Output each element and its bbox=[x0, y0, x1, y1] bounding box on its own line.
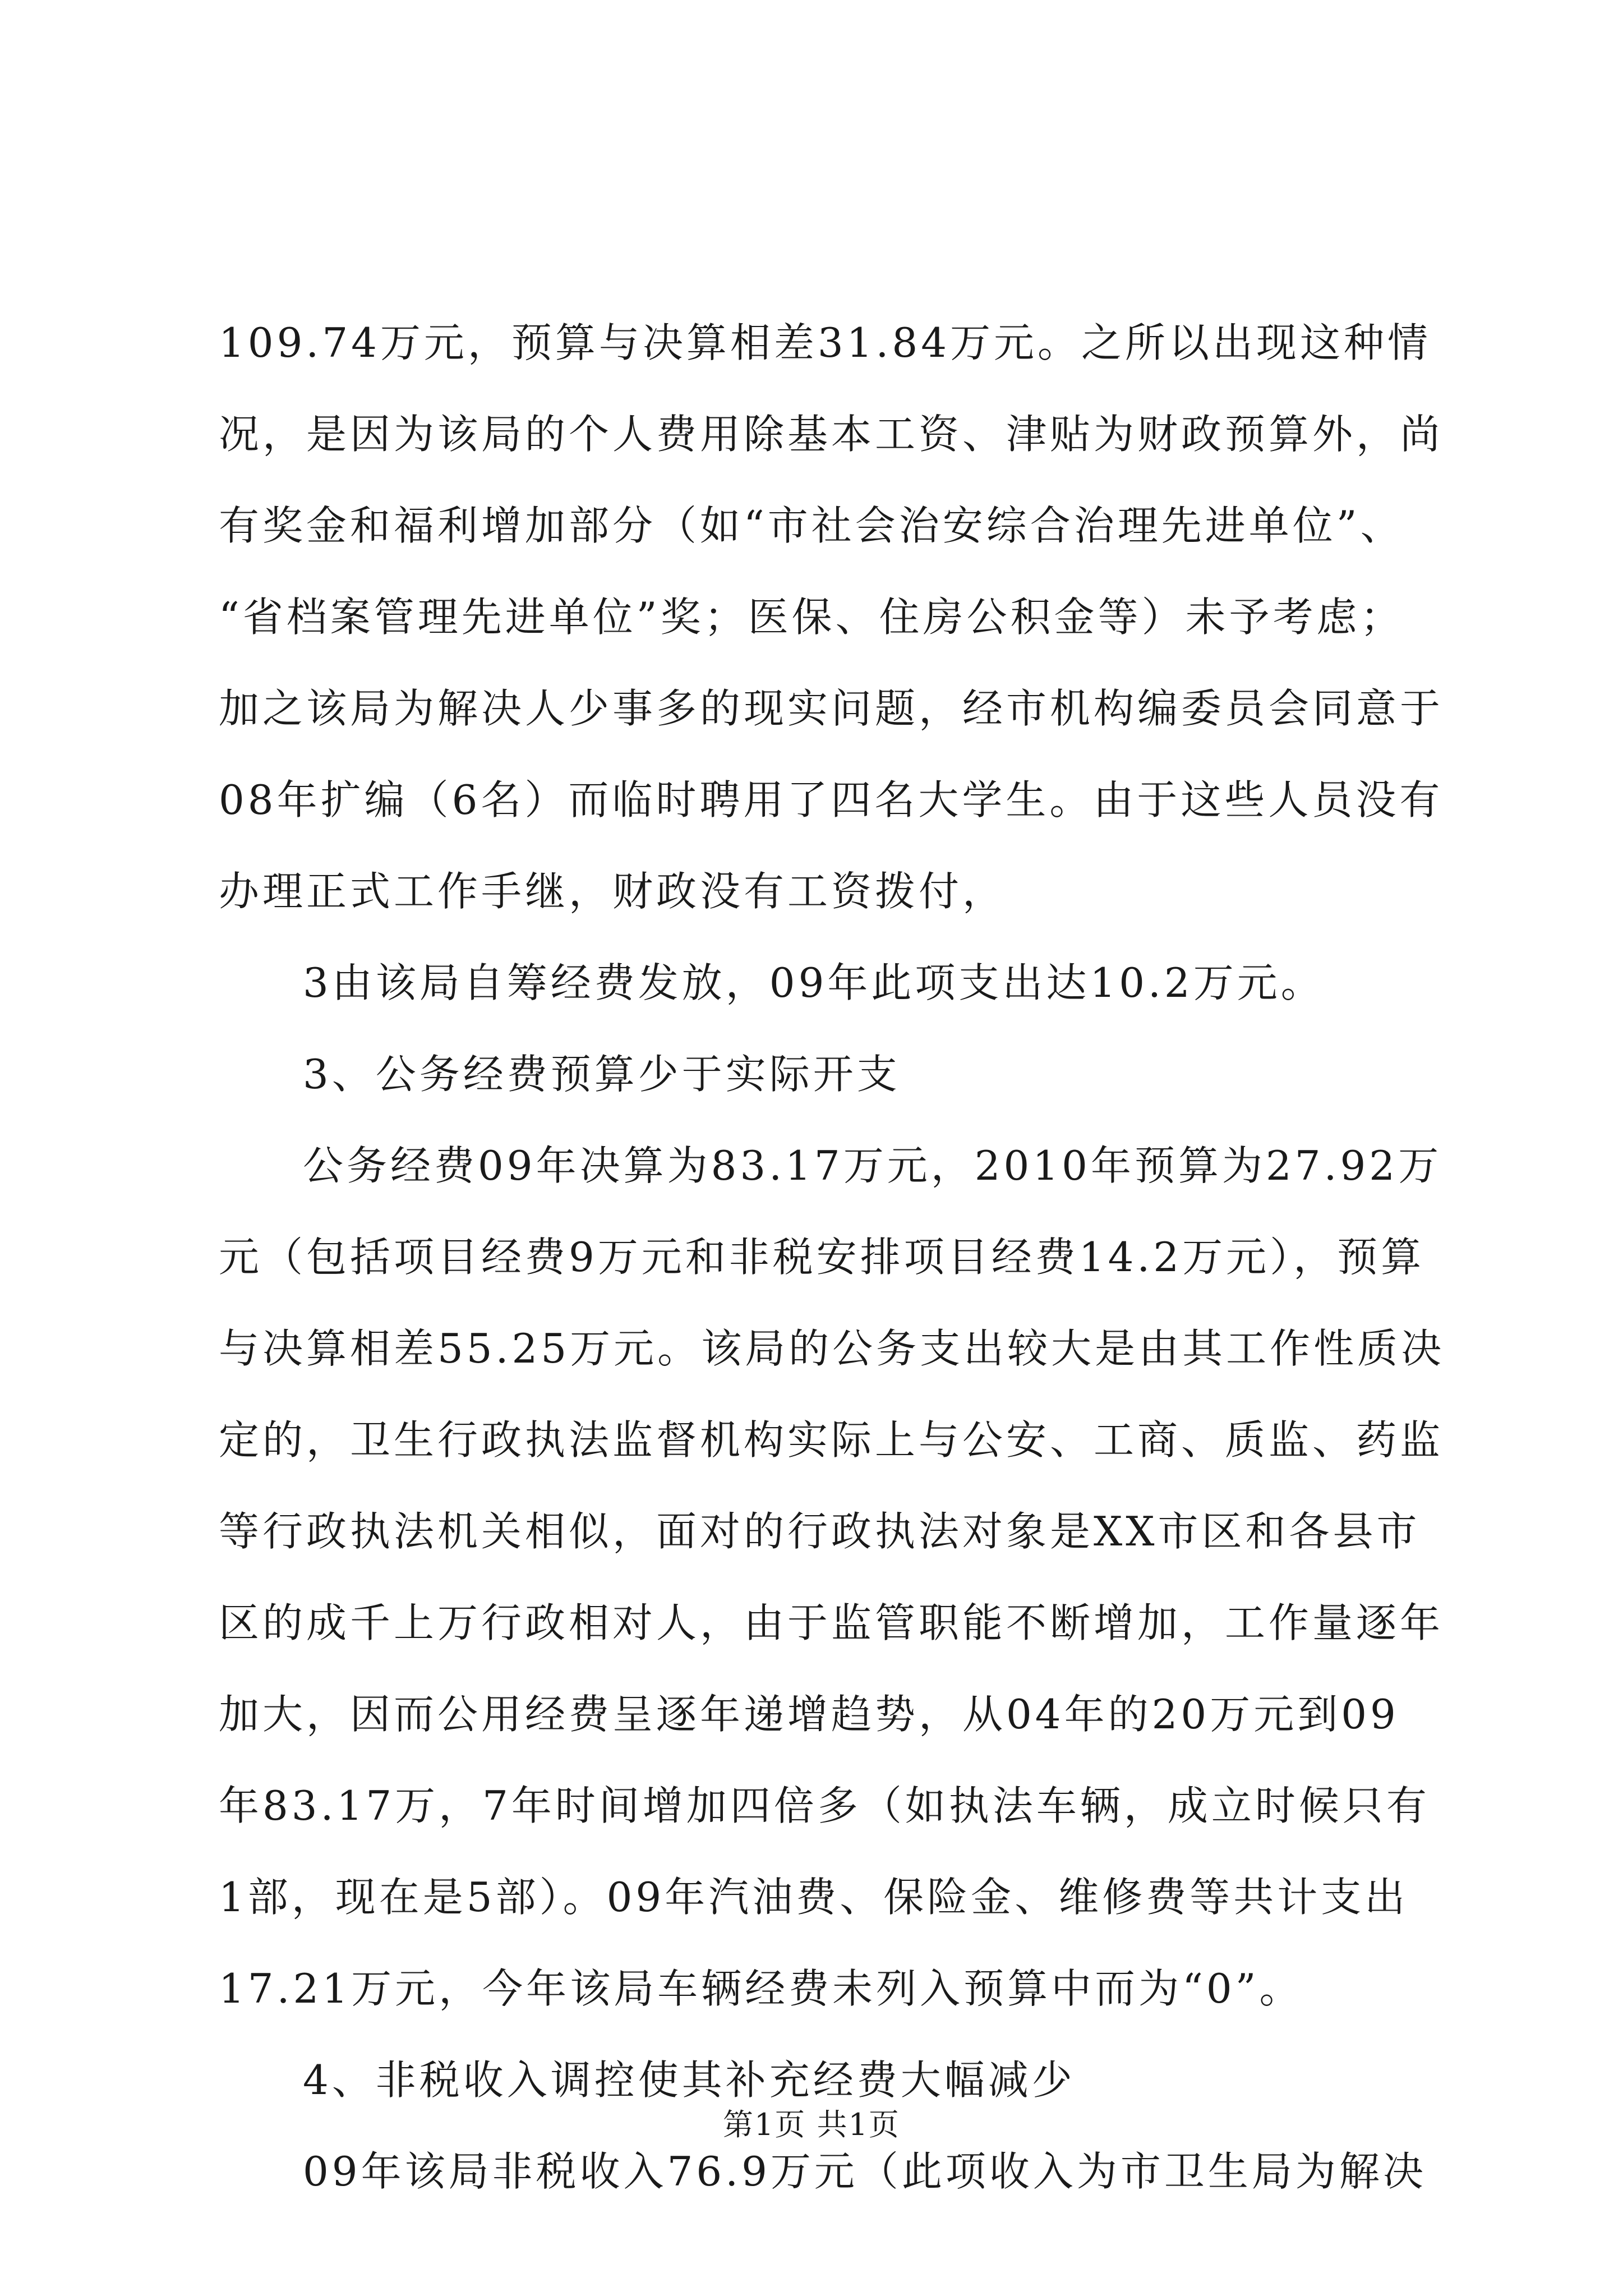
text-line: 08年扩编（6名）而临时聘用了四名大学生。由于这些人员没有 bbox=[219, 776, 1444, 823]
text-line: 定的，卫生行政执法监督机构实际上与公安、工商、质监、药监 bbox=[219, 1416, 1444, 1464]
paragraph-start: 3由该局自筹经费发放，09年此项支出达10.2万元。 bbox=[303, 959, 1325, 1006]
text-line: 况，是因为该局的个人费用除基本工资、津贴为财政预算外，尚 bbox=[219, 411, 1444, 458]
text-line: “省档案管理先进单位”奖；医保、住房公积金等）未予考虑； bbox=[219, 593, 1404, 641]
text-line: 加大，因而公用经费呈逐年递增趋势，从04年的20万元到09 bbox=[219, 1691, 1399, 1738]
text-line: 加之该局为解决人少事多的现实问题，经市机构编委员会同意于 bbox=[219, 685, 1444, 732]
text-line: 17.21万元，今年该局车辆经费未列入预算中而为“0”。 bbox=[219, 1965, 1303, 2012]
section-heading: 4、非税收入调控使其补充经费大幅减少 bbox=[303, 2056, 1076, 2104]
text-line: 区的成千上万行政相对人，由于监管职能不断增加，工作量逐年 bbox=[219, 1599, 1444, 1646]
page-footer: 第1页 共1页 bbox=[723, 2107, 900, 2142]
text-line: 有奖金和福利增加部分（如“市社会治安综合治理先进单位”、 bbox=[219, 502, 1404, 549]
paragraph-start: 公务经费09年决算为83.17万元，2010年预算为27.92万 bbox=[303, 1142, 1442, 1189]
text-line: 元（包括项目经费9万元和非税安排项目经费14.2万元），预算 bbox=[219, 1234, 1425, 1281]
document-body bbox=[219, 297, 1445, 2217]
text-line: 年83.17万，7年时间增加四倍多（如执法车辆，成立时候只有 bbox=[219, 1782, 1430, 1829]
section-heading: 3、公务经费预算少于实际开支 bbox=[303, 1051, 901, 1098]
text-line: 109.74万元，预算与决算相差31.84万元。之所以出现这种情 bbox=[219, 319, 1432, 366]
paragraph-start: 09年该局非税收入76.9万元（此项收入为市卫生局为解决 bbox=[303, 2148, 1427, 2195]
text-line: 办理正式工作手继，财政没有工资拨付， bbox=[219, 868, 1007, 915]
text-line: 等行政执法机关相似，面对的行政执法对象是XX市区和各县市 bbox=[219, 1508, 1421, 1555]
text-line: 与决算相差55.25万元。该局的公务支出较大是由其工作性质决 bbox=[219, 1325, 1445, 1372]
text-line: 1部，现在是5部）。09年汽油费、保险金、维修费等共计支出 bbox=[219, 1874, 1409, 1921]
